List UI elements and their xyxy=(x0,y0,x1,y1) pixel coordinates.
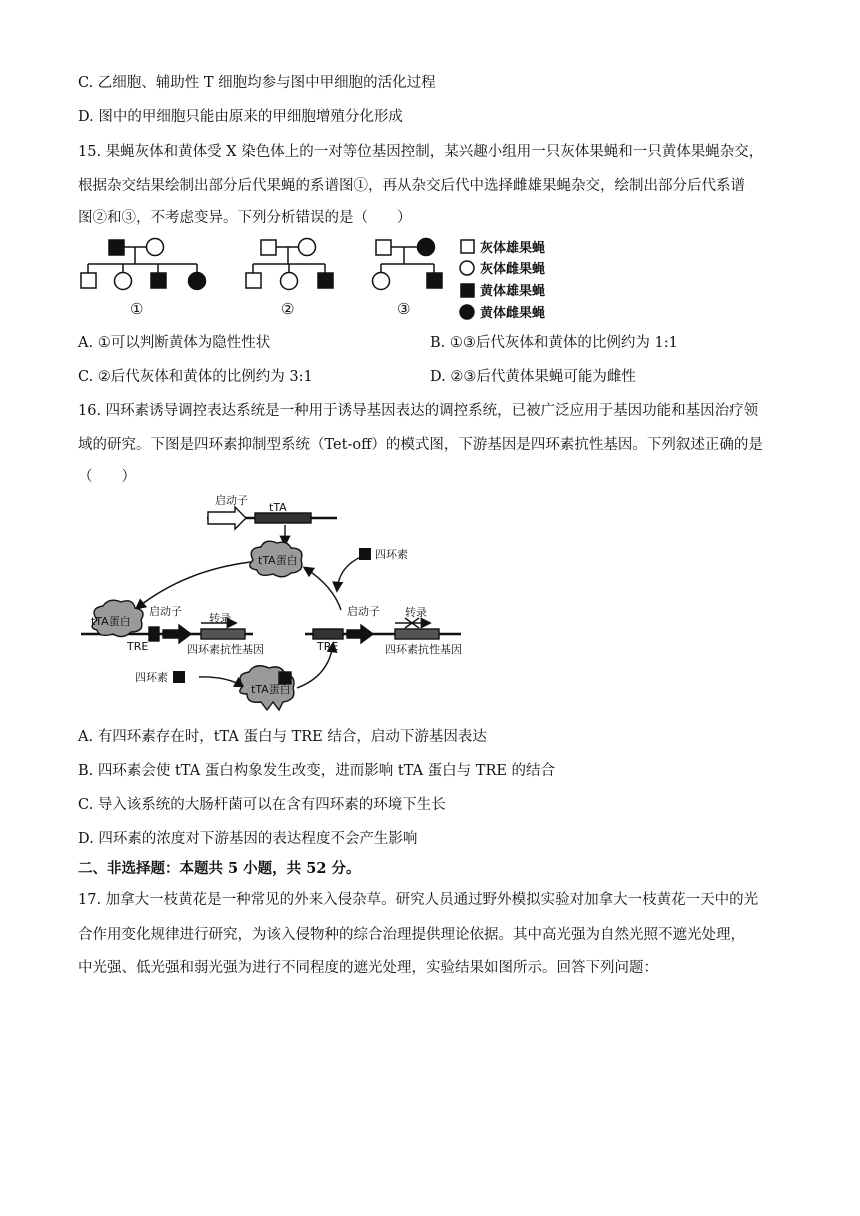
right-promoter-arrow xyxy=(347,625,373,643)
q15-option-d: D. ②③后代黄体果蝇可能为雌性 xyxy=(430,369,636,385)
ped2-child-yellow-male xyxy=(318,273,333,288)
tetracycline-box-bottom xyxy=(173,671,185,683)
ped3-label: ③ xyxy=(397,300,411,318)
tetracycline-label-bottom: 四环素 xyxy=(135,671,168,684)
top-promoter-label: 启动子 xyxy=(215,494,248,507)
left-promoter-label: 启动子 xyxy=(149,605,182,618)
legend-yellow-male-label: 黄体雄果蝇 xyxy=(480,284,546,299)
left-transcription-label: 转录 xyxy=(209,612,231,625)
right-resistance-gene xyxy=(395,629,439,639)
q16-option-d: D. 四环素的浓度对下游基因的表达程度不会产生影响 xyxy=(78,831,418,847)
right-transcription-label: 转录 xyxy=(405,606,427,619)
left-tre-box xyxy=(149,627,159,641)
q15-stem-line1: 15. 果蝇灰体和黄体受 X 染色体上的一对等位基因控制，某兴趣小组用一只灰体果蝇和一只黄体果蝇杂交， xyxy=(78,144,764,160)
ped3-child-yellow-male xyxy=(427,273,442,288)
ped1-father-yellow-male xyxy=(109,240,124,255)
ped2-mother-gray-female xyxy=(299,239,316,256)
top-tta-gene xyxy=(255,513,311,523)
tetracycline-label-top: 四环素 xyxy=(375,548,408,561)
bottom-tta-protein-label: tTA蛋白 xyxy=(251,683,291,696)
left-promoter-arrow xyxy=(163,625,191,643)
top-promoter-arrow xyxy=(208,507,246,529)
legend-yellow-female-symbol xyxy=(460,305,474,319)
q15-option-c: C. ②后代灰体和黄体的比例约为 3:1 xyxy=(78,369,313,385)
tetracycline-box-top xyxy=(359,548,371,560)
ped2-child-gray-female xyxy=(281,273,298,290)
right-resistance-gene-label: 四环素抗性基因 xyxy=(385,643,462,656)
q17-stem-line3: 中光强、低光强和弱光强为进行不同程度的遮光处理，实验结果如图所示。回答下列问题： xyxy=(78,960,658,976)
q16-stem-line1: 16. 四环素诱导调控表达系统是一种用于诱导基因表达的调控系统，已被广泛应用于基因功能和基因治疗领 xyxy=(78,403,759,419)
legend-yellow-female-label: 黄体雌果蝇 xyxy=(480,306,546,321)
ped2-child-gray-male xyxy=(246,273,261,288)
top-tta-protein-label: tTA蛋白 xyxy=(258,554,298,567)
legend-yellow-male-symbol xyxy=(461,284,474,297)
q16-stem-line3: （ ） xyxy=(78,469,136,485)
q15-stem-line2: 根据杂交结果绘制出部分后代果蝇的系谱图①，再从杂交后代中选择雌雄果蝇杂交，绘制出部分后代系谱 xyxy=(78,178,745,194)
ped1-child-yellow-male xyxy=(151,273,166,288)
q16-option-a: A. 有四环素存在时，tTA 蛋白与 TRE 结合，启动下游基因表达 xyxy=(78,729,487,745)
section-2-heading: 二、非选择题：本题共 5 小题，共 52 分。 xyxy=(78,860,361,877)
q17-stem-line2: 合作用变化规律进行研究，为该入侵物种的综合治理提供理论依据。其中高光强为自然光照不遮光处理， xyxy=(78,927,745,943)
ped1-child-gray-female xyxy=(115,273,132,290)
legend-gray-female-symbol xyxy=(460,261,474,275)
q16-option-c: C. 导入该系统的大肠杆菌可以在含有四环素的环境下生长 xyxy=(78,797,446,813)
left-tre-label: TRE xyxy=(127,640,149,653)
right-tre-box xyxy=(313,629,343,639)
left-tta-protein-label: tTA蛋白 xyxy=(91,615,131,628)
q15-stem-line3: 图②和③，不考虑变异。下列分析错误的是（ ） xyxy=(78,210,412,226)
ped2-father-gray-male xyxy=(261,240,276,255)
q14-option-d: D. 图中的甲细胞只能由原来的甲细胞增殖分化形成 xyxy=(78,109,403,125)
right-promoter-label: 启动子 xyxy=(347,605,380,618)
left-resistance-gene xyxy=(201,629,245,639)
q17-stem-line1: 17. 加拿大一枝黄花是一种常见的外来入侵杂草。研究人员通过野外模拟实验对加拿大一枝黄花一天中的光 xyxy=(78,892,759,908)
ped1-mother-gray-female xyxy=(147,239,164,256)
left-resistance-gene-label: 四环素抗性基因 xyxy=(187,643,264,656)
pedigree-figure xyxy=(70,232,570,322)
q15-option-b: B. ①③后代灰体和黄体的比例约为 1:1 xyxy=(430,335,678,351)
tet-off-diagram xyxy=(75,490,475,718)
ped3-mother-yellow-female xyxy=(418,239,435,256)
ped1-child-yellow-female xyxy=(189,273,206,290)
right-tre-label: TRE xyxy=(317,640,339,653)
legend-gray-male-label: 灰体雄果蝇 xyxy=(480,241,546,256)
ped3-father-gray-male xyxy=(376,240,391,255)
ped1-label: ① xyxy=(130,300,144,318)
q14-option-c: C. 乙细胞、辅助性 T 细胞均参与图中甲细胞的活化过程 xyxy=(78,75,436,91)
legend-gray-male-symbol xyxy=(461,240,474,253)
ped2-label: ② xyxy=(281,300,295,318)
legend-gray-female-label: 灰体雌果蝇 xyxy=(480,262,546,277)
q16-option-b: B. 四环素会使 tTA 蛋白构象发生改变，进而影响 tTA 蛋白与 TRE 的结合 xyxy=(78,763,556,779)
q16-stem-line2: 域的研究。下图是四环素抑制型系统（Tet-off）的模式图，下游基因是四环素抗性基因。下列叙述正确的是 xyxy=(78,437,763,453)
top-tta-label: tTA xyxy=(269,501,287,514)
q15-option-a: A. ①可以判断黄体为隐性性状 xyxy=(78,335,271,351)
ped3-child-gray-female xyxy=(373,273,390,290)
ped1-child-gray-male xyxy=(81,273,96,288)
